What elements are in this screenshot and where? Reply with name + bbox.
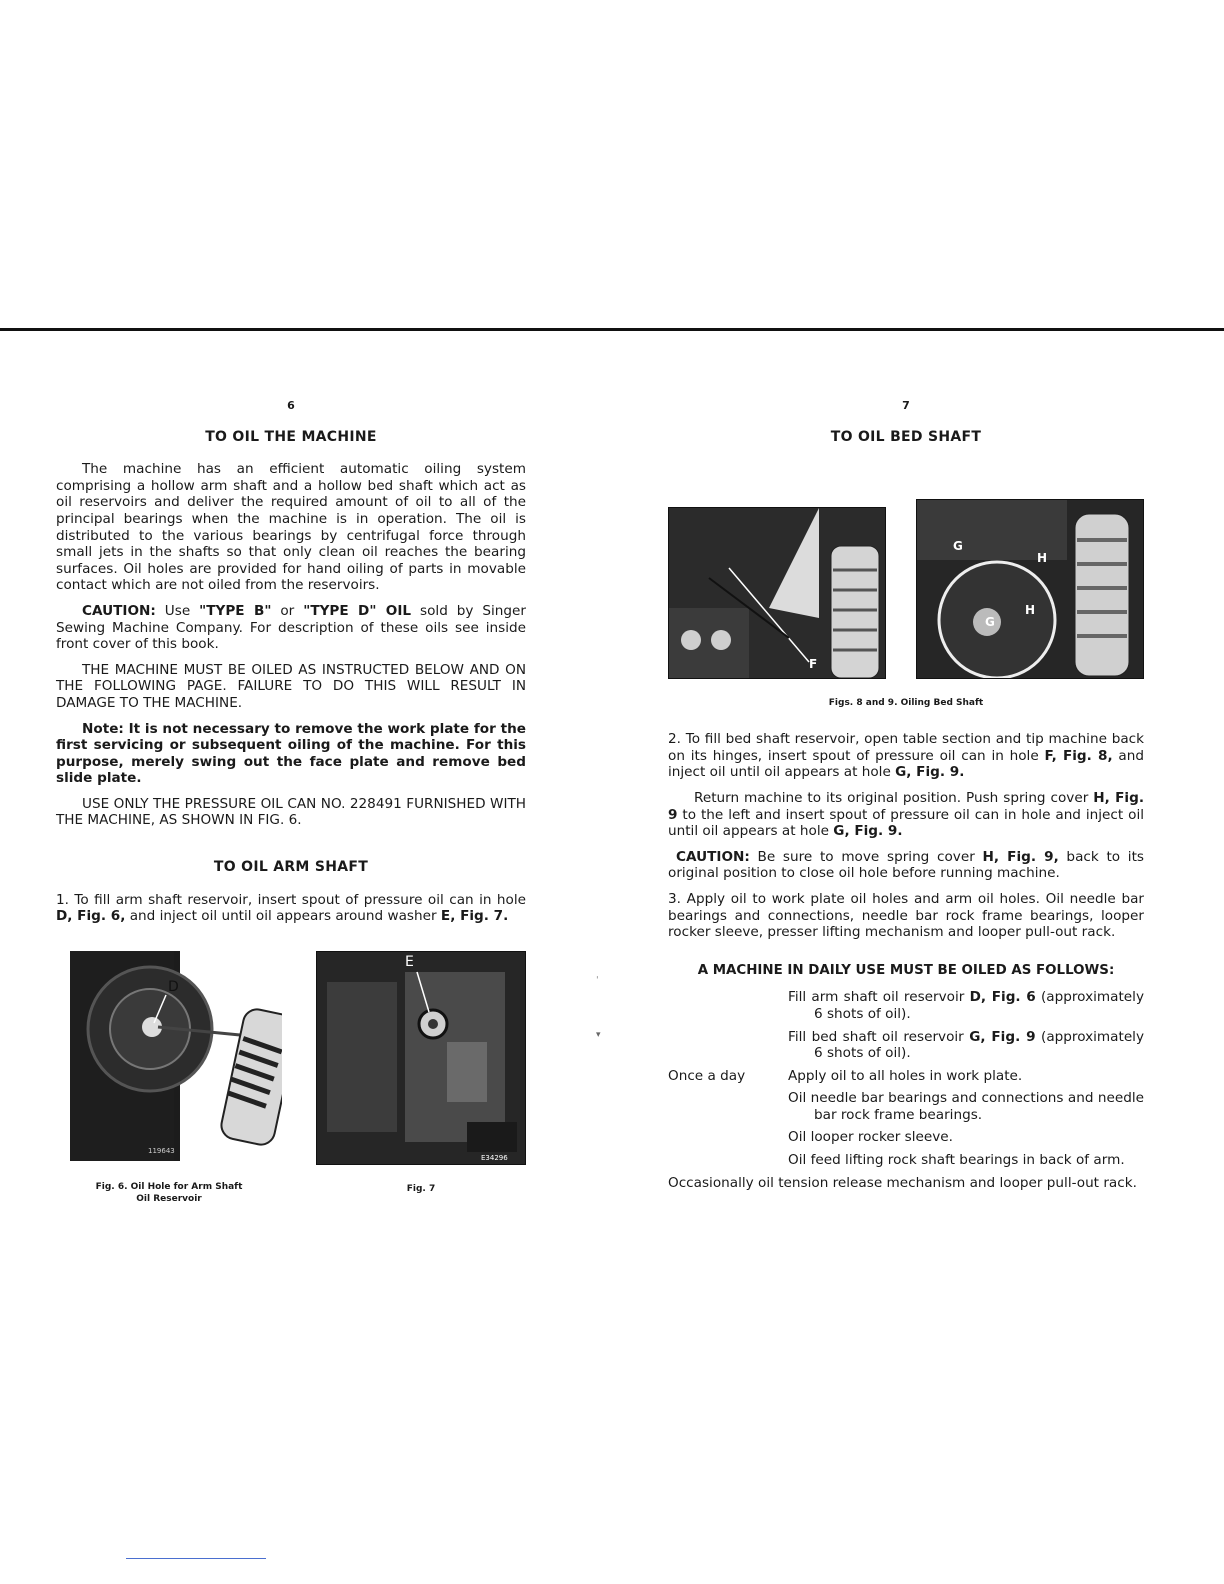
- note-paragraph: Note: It is not necessary to remove the work plate for the first servicing or subsequent oiling of the machine. For this purpose, merely swing out the face plate and remove bed slide plate.: [56, 720, 526, 787]
- caution-2-text-c: back to its original position to close oil hole before running machine.: [668, 848, 1144, 882]
- caution-text-3: sold by Singer Sewing Machine Company. For description of these oils see inside front cover of this book.: [56, 602, 527, 653]
- schedule-row: [668, 1129, 1144, 1146]
- spring-cover-oil-hole-illustration: [917, 500, 1143, 678]
- daily-schedule-title: A MACHINE IN DAILY USE MUST BE OILED AS FOLLOWS:: [697, 962, 1115, 978]
- intro-paragraph: The machine has an efficient automatic oiling system comprising a hollow arm shaft and a hollow bed shaft which act as oil reservoirs and deliver the required amount of oil to all of the principal bearings when the machine is in operation. The oil is distributed to the various bearings by centrifugal force through small jets in the shafts so that only clean oil reaches the bearing surfaces. Oil holes are provided for hand oiling of parts in movable contact which are not oiled from the reservoirs.: [56, 461, 526, 594]
- step-1-paragraph: [56, 892, 526, 925]
- caution-text-2: or: [271, 602, 304, 619]
- schedule-row: [668, 1090, 1144, 1123]
- footnote-separator: [126, 1558, 266, 1559]
- step-3-paragraph: 3. Apply oil to work plate oil holes and arm oil holes. Oil needle bar bearings and connections, needle bar rock frame bearings, looper rocker sleeve, presser lifting mechanism and looper pull-out rack.: [668, 890, 1144, 941]
- figure-8-photo: [668, 507, 886, 679]
- figure-6-caption-line-2: Oil Reservoir: [136, 1193, 202, 1204]
- return-ref-h: H, Fig. 9: [668, 789, 1144, 823]
- step-1-text-c: and inject oil until oil appears around washer: [125, 908, 441, 925]
- step-1-ref-e: E, Fig. 7.: [440, 908, 509, 925]
- schedule-row: [668, 989, 1144, 1022]
- caution-label: CAUTION:: [82, 602, 156, 619]
- section-heading: TO OIL BED SHAFT: [830, 428, 982, 445]
- bed-shaft-oil-can-illustration: [669, 508, 885, 678]
- schedule-item: Fill bed shaft oil reservoir G, Fig. 9 (approximately 6 shots of oil).: [788, 1028, 1144, 1062]
- figures-8-9: [668, 507, 1144, 679]
- oil-type-d: "TYPE D" OIL: [303, 602, 412, 619]
- figure-9-label-h-circle: H: [1025, 603, 1036, 618]
- return-ref-g: G, Fig. 9.: [833, 823, 903, 840]
- occasionally-line: Occasionally oil tension release mechanism and looper pull-out rack.: [668, 1174, 1137, 1191]
- figure-9-photo: [916, 499, 1144, 679]
- figure-6-caption-line-1: Fig. 6. Oil Hole for Arm Shaft: [95, 1181, 243, 1192]
- section-heading: TO OIL THE MACHINE: [205, 428, 377, 445]
- step-2-text-a: 2. To fill bed shaft reservoir, open table section and tip machine back on its hinges, insert spout of pressure oil can in hole: [668, 731, 1144, 764]
- figure-7-photo: [316, 951, 526, 1165]
- page-number: 6: [287, 399, 295, 412]
- step-2-paragraph: [668, 731, 1144, 781]
- caution-paragraph: [56, 603, 526, 653]
- figure-6-code: 119643: [148, 1146, 175, 1155]
- return-text-a: Return machine to its original position. Push spring cover: [694, 789, 1094, 806]
- daily-schedule: [668, 989, 1144, 1191]
- left-page: [56, 398, 526, 1205]
- step-1-text-a: 1. To fill arm shaft reservoir, insert spout of pressure oil can in hole: [56, 891, 526, 908]
- step-2-text-c: and inject oil until oil appears at hole: [668, 747, 1144, 781]
- schedule-item: Oil looper rocker sleeve.: [788, 1129, 953, 1146]
- figure-6-label-d: D: [168, 978, 179, 995]
- figure-7-caption: Fig. 7: [406, 1183, 436, 1194]
- machine-arm-washer-illustration: [317, 952, 525, 1164]
- step-2-ref-f: F, Fig. 8,: [1044, 747, 1113, 764]
- figure-6-caption: [56, 1181, 282, 1205]
- step-2-ref-g: G, Fig. 9.: [895, 764, 965, 781]
- caution-text-1: Use: [155, 602, 200, 619]
- figure-9-label-g-top: G: [953, 539, 963, 554]
- schedule-item: Oil needle bar bearings and connections and needle bar rock frame bearings.: [788, 1090, 1144, 1123]
- return-paragraph: [668, 790, 1144, 840]
- figure-9-label-g-circle: G: [985, 615, 995, 630]
- gutter-mark: ▾: [596, 1030, 601, 1040]
- caution-2-ref-h: H, Fig. 9,: [982, 848, 1059, 865]
- page-number: 7: [902, 399, 910, 412]
- caution-2-paragraph: [668, 849, 1144, 882]
- figures-6-7: [56, 951, 526, 1205]
- figure-6-photo: [70, 951, 180, 1161]
- arm-shaft-heading: TO OIL ARM SHAFT: [213, 859, 369, 876]
- caution-2-label: CAUTION:: [676, 848, 750, 865]
- must-oil-warning: THE MACHINE MUST BE OILED AS INSTRUCTED BELOW AND ON THE FOLLOWING PAGE. FAILURE TO DO THIS WILL RESULT IN DAMAGE TO THE MACHINE.: [56, 661, 526, 711]
- schedule-item: Fill arm shaft oil reservoir D, Fig. 6 (approximately 6 shots of oil).: [788, 989, 1144, 1022]
- schedule-row: [668, 1029, 1144, 1062]
- return-text-c: to the left and insert spout of pressure oil can in hole and inject oil until oil appears at hole: [668, 806, 1144, 840]
- figures-8-9-caption: Figs. 8 and 9. Oiling Bed Shaft: [828, 698, 984, 709]
- once-a-day-label: Once a day: [668, 1067, 746, 1084]
- schedule-row: [668, 1068, 1144, 1085]
- schedule-item: Apply oil to all holes in work plate.: [788, 1067, 1023, 1084]
- gutter-mark: ˈ: [596, 976, 599, 986]
- oil-type-b: "TYPE B": [199, 602, 272, 619]
- caution-2-text-a: Be sure to move spring cover: [749, 848, 983, 865]
- page-top-rule: [0, 328, 1224, 331]
- right-page: [668, 398, 1144, 1191]
- figure-6: [70, 951, 282, 1205]
- figure-9-label-h-top: H: [1037, 551, 1048, 566]
- figure-7-code: E34296: [481, 1153, 508, 1162]
- figure-7-label-e: E: [405, 953, 414, 970]
- schedule-row: [668, 1152, 1144, 1169]
- figure-7: [316, 951, 526, 1195]
- use-only-paragraph: USE ONLY THE PRESSURE OIL CAN NO. 228491 FURNISHED WITH THE MACHINE, AS SHOWN IN FIG. 6.: [56, 795, 526, 829]
- step-1-ref-d: D, Fig. 6,: [56, 908, 126, 925]
- schedule-item: Oil feed lifting rock shaft bearings in back of arm.: [788, 1152, 1125, 1169]
- figure-8-label-f: F: [809, 657, 818, 672]
